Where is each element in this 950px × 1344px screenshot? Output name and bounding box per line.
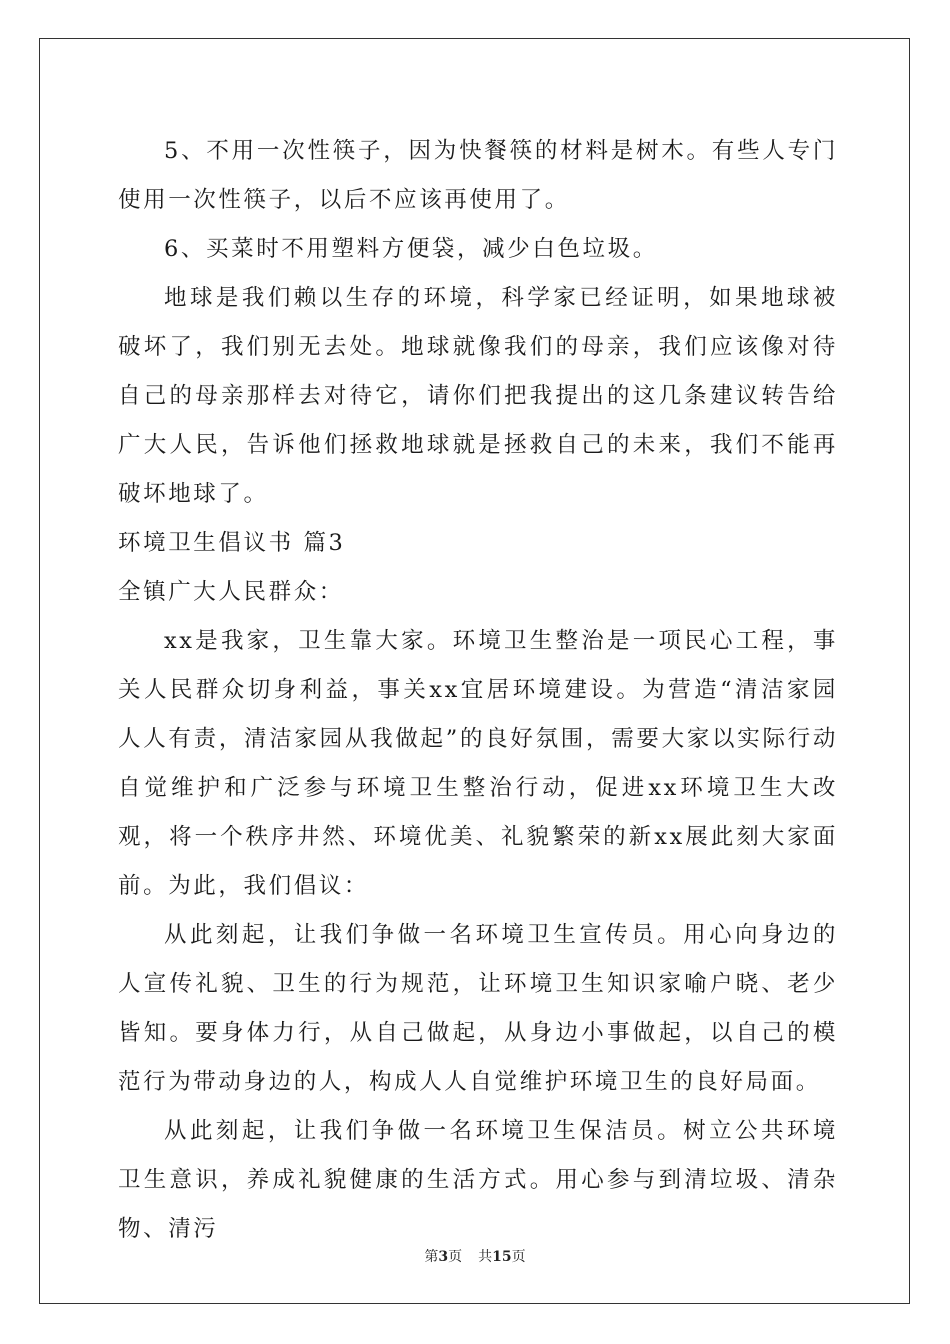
paragraph-cleaner: 从此刻起，让我们争做一名环境卫生保洁员。树立公共环境卫生意识，养成礼貌健康的生活方式。用心参与到清垃圾、清杂物、清污 — [118, 1118, 838, 1242]
section-heading: 环境卫生倡议书 篇3 — [118, 530, 346, 556]
paragraph-tip-6: 6、买菜时不用塑料方便袋，减少白色垃圾。 — [164, 236, 658, 262]
paragraph-propagandist: 从此刻起，让我们争做一名环境卫生宣传员。用心向身边的人宣传礼貌、卫生的行为规范，让环境卫生知识家喻户晓、老少皆知。要身体力行，从自己做起，从身边小事做起，以自己的模范行为带动身边的人，构成人人自觉维护环境卫生的良好局面。 — [118, 922, 838, 1095]
document-body — [118, 127, 838, 1254]
footer-page-suffix: 页 — [448, 1249, 463, 1265]
page-footer — [0, 1247, 950, 1267]
paragraph-intro: xx是我家，卫生靠大家。环境卫生整治是一项民心工程，事关人民群众切身利益，事关xx宜居环境建设。为营造“清洁家园人人有责，清洁家园从我做起”的良好氛围，需要大家以实际行动自觉维护和广泛参与环境卫生整治行动，促进xx环境卫生大改观，将一个秩序井然、环境优美、礼貌繁荣的新xx展此刻大家面前。为此，我们倡议： — [118, 628, 838, 899]
paragraph-tip-5: 5、不用一次性筷子，因为快餐筷的材料是树木。有些人专门使用一次性筷子，以后不应该再使用了。 — [118, 138, 838, 213]
salutation: 全镇广大人民群众： — [118, 579, 344, 605]
footer-total-prefix: 共 — [478, 1249, 493, 1265]
footer-prefix: 第 — [424, 1249, 439, 1265]
paragraph-earth: 地球是我们赖以生存的环境，科学家已经证明，如果地球被破坏了，我们别无去处。地球就像我们的母亲，我们应该像对待自己的母亲那样去对待它，请你们把我提出的这几条建议转告给广大人民，告诉他们拯救地球就是拯救自己的未来，我们不能再破坏地球了。 — [118, 285, 838, 507]
current-page-number: 3 — [438, 1249, 449, 1265]
footer-total-suffix: 页 — [511, 1249, 526, 1265]
total-pages-number: 15 — [492, 1249, 512, 1265]
